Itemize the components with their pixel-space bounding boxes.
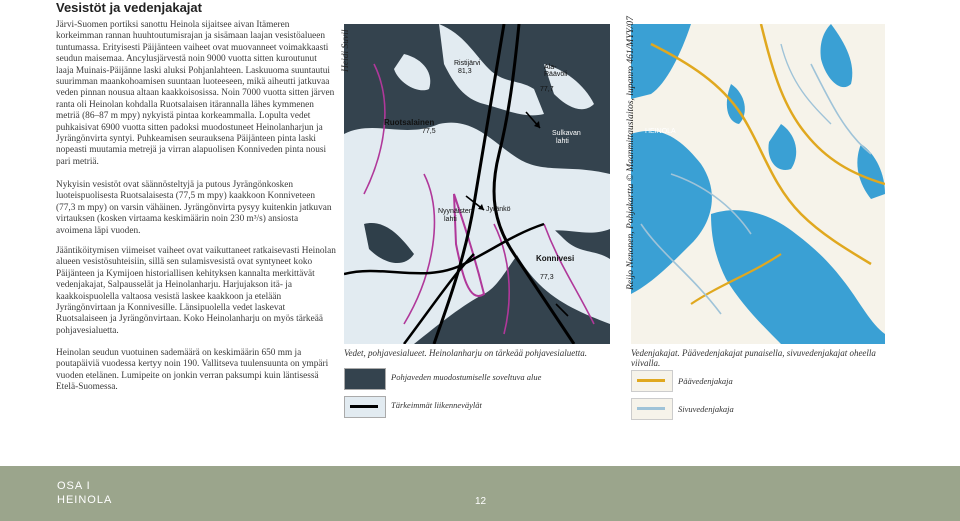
body-paragraph-2 bbox=[56, 180, 336, 237]
page-number: 12 bbox=[475, 496, 487, 507]
paragraph-text: Nykyisin vesistöt ovat säännösteltyjä ja putous Jyrängönkosken luoteispuolisesta Ruotsalaisesta (77,5 m mpy) kaakkoon Konniveteen (77,3 m mpy) on varsin vähäinen. Jyrängönvirta pysyy kuitenkin jatkuvan virtauksen (kosken virtaama keskimäärin noin 230 m³/s) ansiosta avoimena läpi vuoden. bbox=[56, 180, 332, 236]
legend-groundwater-area: Pohjaveden muodostumiselle soveltuva alue bbox=[391, 372, 542, 382]
map-label-ristijarvi: Ristijärvi bbox=[454, 60, 481, 67]
map-label-nyynaisten: Nyynäisten bbox=[438, 208, 473, 215]
body-paragraph-1 bbox=[56, 20, 336, 168]
map-label-nyynaisten-lahti: lahti bbox=[444, 216, 457, 223]
watershed-map-graphic bbox=[631, 24, 885, 344]
map-label-sulkavan: Sulkavan bbox=[552, 130, 581, 137]
water-map bbox=[344, 24, 610, 344]
legend-main-divide: Päävedenjakaja bbox=[678, 376, 733, 386]
map-label-jyranko: Jyränkö bbox=[486, 206, 511, 213]
side-divide-line bbox=[637, 407, 665, 410]
page-title: Vesistöt ja vedenjakajat bbox=[56, 0, 202, 15]
page-footer bbox=[0, 466, 960, 521]
watershed-map bbox=[631, 24, 885, 344]
map-label-ruotsalainen: Ruotsalainen bbox=[384, 118, 435, 127]
map-label-alaraavoli-value: 77,7 bbox=[540, 86, 554, 93]
map-label-konnivesi-value: 77,3 bbox=[540, 274, 554, 281]
paragraph-text: Heinolan seudun vuotuinen sademäärä on keskimäärin 650 mm ja poutapäiviä vuodessa kertyy noin 190. Vallitseva tuulensuunta on ympäri vuoden etelänen. Lumipeite on jonkin verran paksumpi kuin läntisessä Etelä-Suomessa. bbox=[56, 348, 329, 393]
right-map-caption: Vedenjakajat. Päävedenjakajat punaisella, sivuvedenjakajat oheella viivalla. bbox=[631, 348, 876, 368]
left-map-credit: Heidi Suvil bbox=[341, 29, 351, 72]
footer-part-label: OSA I bbox=[57, 480, 91, 492]
footer-section bbox=[57, 479, 112, 507]
map-label-alaraavoli: Ala-Räävöli bbox=[544, 64, 568, 78]
map-label-heinola: HEINOLA bbox=[645, 128, 676, 135]
legend-traffic-routes: Tärkeimmät liikenneväylät bbox=[391, 400, 482, 410]
map-label-konnivesi: Konnivesi bbox=[536, 254, 575, 263]
main-divide-line bbox=[637, 379, 665, 382]
legend-side-divide: Sivuvedenjakaja bbox=[678, 404, 734, 414]
map-label-ristijarvi-value: 81,3 bbox=[458, 68, 472, 75]
paragraph-text: Jääntiköitymisen viimeiset vaiheet ovat vaikuttaneet ratkaisevasti Heinolan alueen vesistösuhteisiin, sillä sen sulamisvesistä ovat syntyneet koko Päijänteen ja Kymijoen historiallisen kehityksen kannalta merkittävät vedenjakajat, Salpausselät ja Heinolanharju. Harjujakson itä- ja kaakkoispuolella valtaosa vesistä laskee kaakkoon ja etelään Jyrängönvirtaan ja Konnivesille. Länsipuolella vedet laskevat Ruotsalaiseen ja Jyrängönvirtaan. Koko Heinolanharju on myös tärkeää pohjavesialuetta. bbox=[56, 246, 336, 336]
groundwater-area-swatch bbox=[344, 368, 386, 390]
map-label-ruotsalainen-value: 77,5 bbox=[422, 128, 436, 135]
right-map-credit: Reijo Nenonen, Pohjakartta © Maanmittauslaitos, lupanro 461/MYY/07 bbox=[626, 16, 636, 290]
paragraph-text: Järvi-Suomen portiksi sanottu Heinola sijaitsee aivan Itämeren korkeimman rannan huuhtoutumisrajan ja sisämaan laajan vesistöalueen tuntumassa. Erityisesti Päijänteen vaiheet ovat muovanneet voimakkaasti seudun maisemaa. Ancylusjärvestä noin 9000 vuotta sitten kuroutunut laaja Muinais-Päijänne laski aluksi Pohjanlahteen. Laskuuoma suuntautui suurimman maankohoamisen suuntaan luoteeseen, mikä aiheutti jatkuvaa veden pinnan nousua altaan kaakkoisosissa. Noin 7000 vuotta sitten järven ranta oli Heinolan kohdalla Ruotsalaisen itärannalla lähes kymmenen metriä (86–87 m mpy) nykyistä pintaa korkeammalla. Lopulta vedet puhkaisivat 6900 vuotta sitten padoksi muodostuneet Heinolanharjun ja Jyrängönvirta syntyi. Puhkeamisen seurauksena Päijänteen pinta laski nopeasti muutamia metrejä ja virran alapuolisen Konniveden pinta nousi pari metriä. bbox=[56, 20, 335, 167]
body-paragraph-4 bbox=[56, 348, 336, 394]
traffic-routes-line bbox=[350, 405, 378, 408]
left-map-caption: Vedet, pohjavesialueet. Heinolanharju on tärkeää pohjavesialuetta. bbox=[344, 348, 587, 358]
body-paragraph-3 bbox=[56, 246, 336, 337]
footer-town-label: HEINOLA bbox=[57, 494, 113, 506]
map-label-sulkavan-lahti: lahti bbox=[556, 138, 569, 145]
